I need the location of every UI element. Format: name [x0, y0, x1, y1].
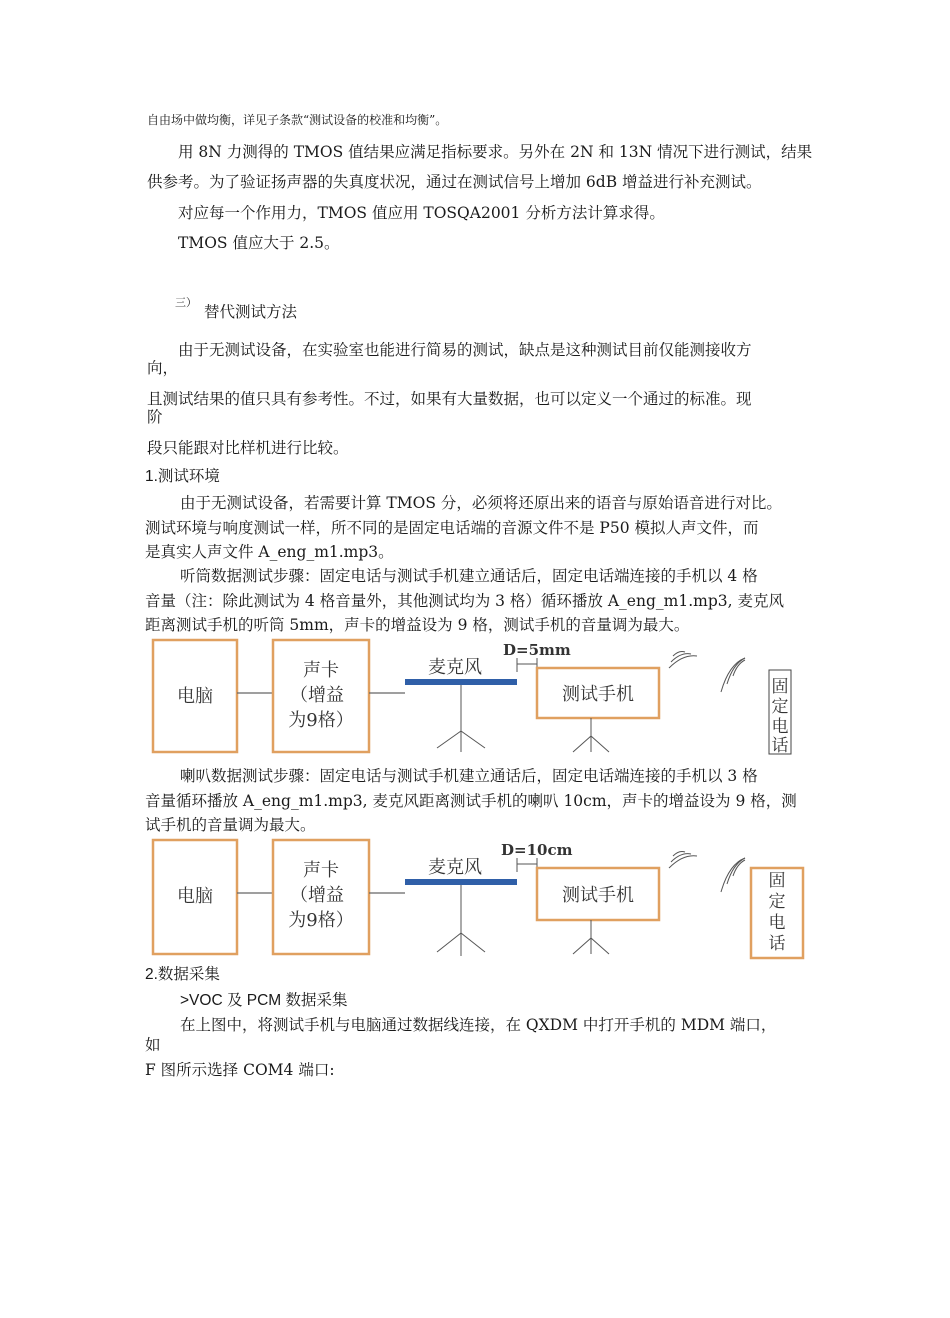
text-line: 由于无测试设备，若需要计算 TMOS 分，必须将还原出来的语音与原始语音进行对比。 — [180, 494, 782, 512]
text-line: 距离测试手机的听筒 5mm，声卡的增益设为 9 格，测试手机的音量调为最大。 — [145, 616, 690, 634]
sound-card-gain: （增益 — [290, 885, 344, 906]
text-line: 对应每一个作用力，TMOS 值应用 TOSQA2001 分析方法计算求得。 — [178, 204, 665, 222]
earpiece-test-diagram — [145, 636, 815, 756]
microphone-stand — [437, 685, 485, 752]
computer-label: 电脑 — [177, 886, 213, 907]
sound-card-gain-value: 为9格） — [288, 710, 354, 731]
sound-wave-icon — [669, 652, 697, 669]
computer-label: 电脑 — [177, 686, 213, 707]
text-line: 段只能跟对比样机进行比较。 — [147, 439, 349, 457]
sound-card-label: 声卡 — [303, 860, 339, 881]
text-line: 如 — [145, 1036, 161, 1054]
distance-label: D=5mm — [503, 641, 571, 659]
phone-stand — [573, 920, 609, 954]
landline-label-char: 电 — [768, 913, 786, 933]
text-line: 供参考。为了验证扬声器的失真度状况，通过在测试信号上增加 6dB 增益进行补充测试。 — [147, 173, 762, 191]
sound-wave-icon — [721, 858, 745, 892]
landline-label-char: 话 — [771, 736, 789, 756]
landline-label-char: 定 — [771, 697, 789, 717]
sound-wave-icon — [669, 852, 697, 869]
text-line: 在上图中，将测试手机与电脑通过数据线连接，在 QXDM 中打开手机的 MDM 端口， — [180, 1016, 777, 1034]
test-phone-label: 测试手机 — [562, 684, 634, 705]
test-phone-label: 测试手机 — [562, 885, 634, 906]
microphone-label: 麦克风 — [428, 657, 482, 678]
phone-stand — [573, 718, 609, 752]
landline-label-char: 固 — [768, 871, 786, 891]
text-line: 向， — [147, 359, 179, 377]
sound-wave-icon — [721, 658, 745, 692]
sound-card-label: 声卡 — [303, 660, 339, 681]
text-line: F 图所示选择 COM4 端口: — [145, 1061, 335, 1079]
landline-label-char: 定 — [768, 892, 786, 912]
text-line: 且测试结果的值只具有参考性。不过，如果有大量数据，也可以定义一个通过的标准。现 — [147, 390, 752, 408]
section-marker: 三） — [175, 296, 197, 309]
sound-card-gain-value: 为9格） — [288, 910, 354, 931]
sound-card-gain: （增益 — [290, 685, 344, 706]
text-line: TMOS 值应大于 2.5。 — [178, 234, 340, 252]
heading-test-environment: 1.测试环境 — [145, 468, 220, 485]
text-line: 音量循环播放 A_eng_m1.mp3, 麦克风距离测试手机的喇叭 10cm，声卡的增益设为 9 格，测 — [145, 792, 797, 810]
subheading-voc-pcm: >VOC 及 PCM 数据采集 — [180, 992, 348, 1009]
landline-label-char: 话 — [768, 934, 786, 954]
microphone-label: 麦克风 — [428, 857, 482, 878]
distance-label: D=10cm — [501, 841, 573, 859]
heading-data-collection: 2.数据采集 — [145, 966, 220, 983]
text-line: 试手机的音量调为最大。 — [145, 816, 316, 834]
text-line: 喇叭数据测试步骤：固定电话与测试手机建立通话后，固定电话端连接的手机以 3 格 — [180, 767, 758, 785]
text-line: 测试环境与响度测试一样，所不同的是固定电话端的音源文件不是 P50 模拟人声文件，而 — [145, 519, 759, 537]
text-line: 是真实人声文件 A_eng_m1.mp3。 — [145, 543, 394, 561]
text-line: 自由场中做均衡，详见子条款“测试设备的校准和均衡”。 — [147, 113, 448, 127]
text-line: 音量（注：除此测试为 4 格音量外，其他测试均为 3 格）循环播放 A_eng_m1.mp3, 麦克风 — [145, 592, 784, 610]
microphone-bar — [405, 679, 517, 685]
microphone-bar — [405, 879, 517, 885]
landline-label-char: 电 — [771, 717, 789, 737]
microphone-stand — [437, 885, 485, 956]
section-title: 替代测试方法 — [204, 303, 298, 321]
speaker-test-diagram — [145, 836, 815, 960]
text-line: 听筒数据测试步骤：固定电话与测试手机建立通话后，固定电话端连接的手机以 4 格 — [180, 567, 758, 585]
text-line: 由于无测试设备，在实验室也能进行简易的测试，缺点是这种测试目前仅能测接收方 — [178, 341, 752, 359]
landline-label-char: 固 — [771, 677, 789, 697]
text-line: 用 8N 力测得的 TMOS 值结果应满足指标要求。另外在 2N 和 13N 情况下进行测试，结果 — [178, 143, 813, 161]
text-line: 阶 — [147, 408, 163, 426]
